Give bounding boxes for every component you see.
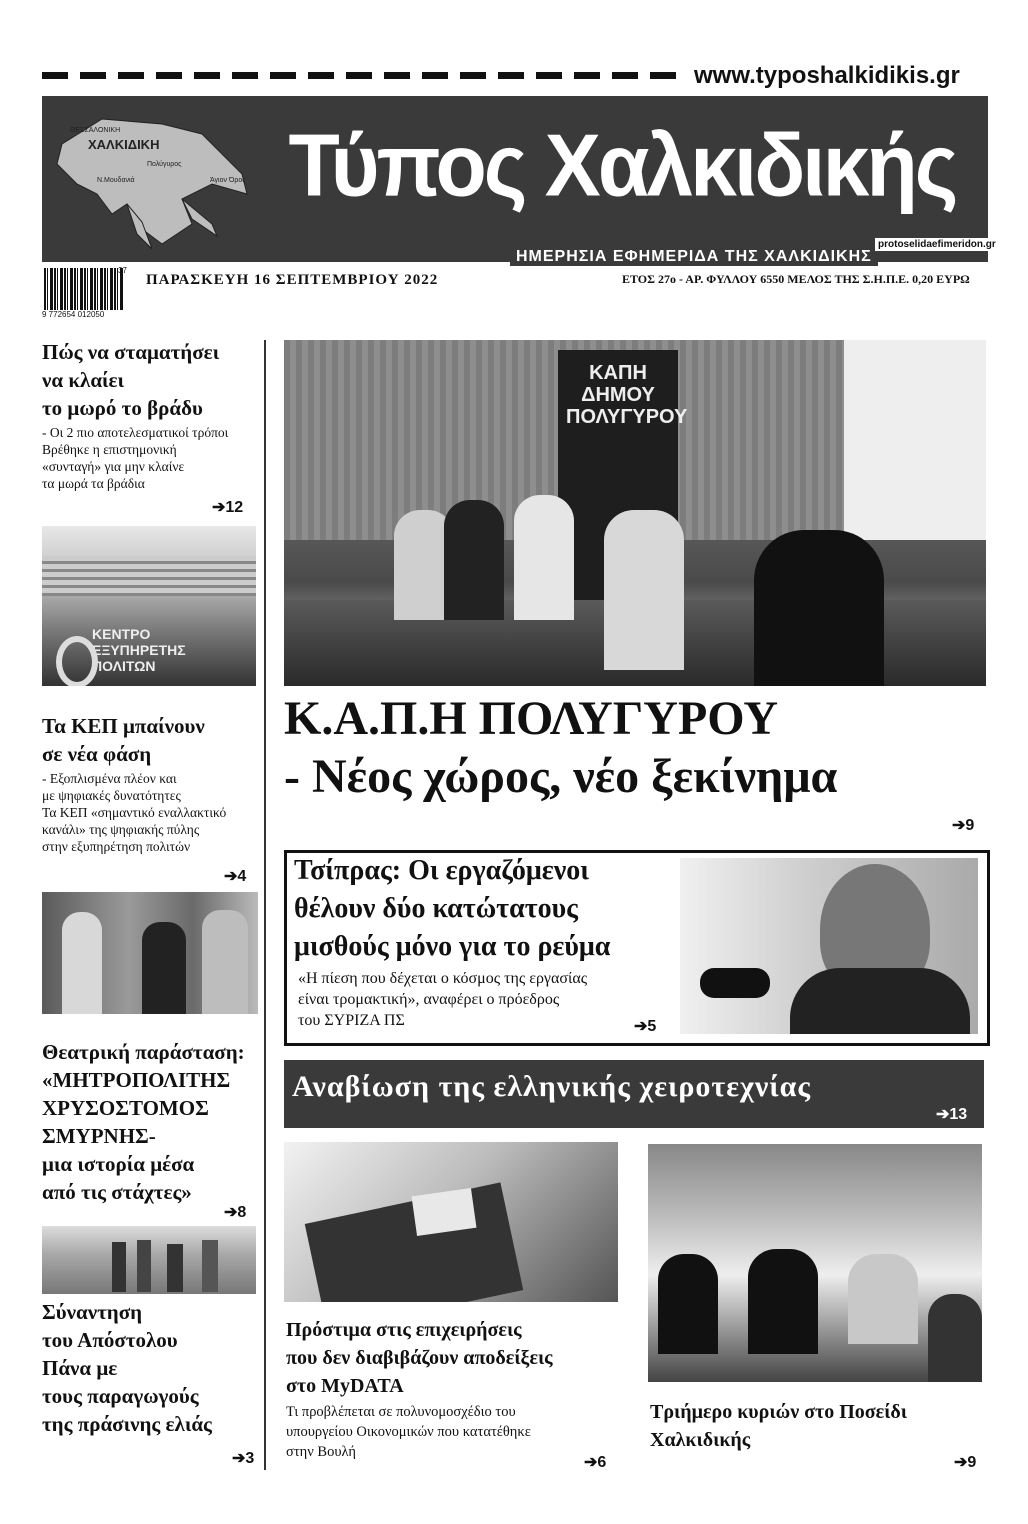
poseidi-photo	[648, 1144, 982, 1382]
article-mydata[interactable]	[286, 1316, 620, 1462]
page-ref-6[interactable]: ➔6	[584, 1454, 607, 1471]
handicraft-banner-text[interactable]: Αναβίωση της ελληνικής χειροτεχνίας	[292, 1070, 812, 1103]
source-label: protoselidaefimeridon.gr	[875, 238, 999, 251]
article-heading: Πώς να σταματήσει να κλαίει το μωρό το βράδυ	[42, 340, 220, 420]
map-label-polygyros: Πολύγυρος	[147, 161, 182, 168]
barcode-issue: 37	[118, 266, 127, 275]
article-heading: Σύναντηση του Απόστολου Πάνα με τους παραγωγούς της πράσινης ελιάς	[42, 1300, 212, 1436]
site-url[interactable]: www.typoshalkidikis.gr	[694, 62, 960, 89]
newspaper-subtitle: ΗΜΕΡΗΣΙΑ ΕΦΗΜΕΡΙΔΑ ΤΗΣ ΧΑΛΚΙΔΙΚΗΣ	[510, 248, 878, 266]
article-heading: Τα ΚΕΠ μπαίνουν σε νέα φάση	[42, 714, 205, 766]
page-ref-8[interactable]: ➔8	[224, 1204, 247, 1221]
article-heading: Πρόστιμα στις επιχειρήσεις που δεν διαβιβάζουν αποδείξεις στο MyDATA	[286, 1319, 553, 1397]
kep-sign-line: ΕΞΥΠΗΡΕΤΗΣ	[92, 642, 186, 658]
kapi-sign-line: ΔΗΜΟΥ	[581, 384, 655, 406]
page-ref-9-main[interactable]: ➔9	[952, 817, 975, 834]
kep-sign-line: ΚΕΝΤΡΟ	[92, 626, 151, 642]
article-body: - Εξοπλισμένα πλέον και με ψηφιακές δυνατότητες Τα ΚΕΠ «σημαντικό εναλλακτικό κανάλι» της ψηφιακής πύλης στην εξυπηρέτηση πολιτών	[42, 771, 227, 854]
article-poseidi[interactable]	[650, 1398, 980, 1454]
article-body: - Οι 2 πιο αποτελεσματικοί τρόποι Βρέθηκε η επιστημονική «συνταγή» για μην κλαίνε τα μωρά τα βράδια	[42, 425, 229, 491]
article-baby-sleep[interactable]	[42, 338, 258, 492]
chalkidiki-map-icon	[42, 104, 262, 254]
tsipras-photo	[680, 858, 978, 1034]
map-label-agion-oros: Άγιον Όρος	[210, 177, 246, 184]
article-heading: Τριήμερο κυριών στο Ποσείδι Χαλκιδικής	[650, 1401, 907, 1451]
barcode-number: 9 772654 012050	[42, 310, 105, 319]
page-ref-13[interactable]: ➔13	[936, 1106, 968, 1123]
map-label-chalkidiki: ΧΑΛΚΙΔΙΚΗ	[88, 137, 160, 152]
mydata-photo	[284, 1142, 618, 1302]
newspaper-title: Τύπος Χαλκιδικής	[288, 115, 956, 215]
kapi-sign-line: ΚΑΠΗ	[589, 362, 647, 384]
kep-photo	[42, 526, 256, 686]
tsipras-body: «Η πίεση που δέχεται ο κόσμος της εργασίας είναι τρομακτική», αναφέρει ο πρόεδρος του ΣΥΡΙΖΑ ΠΣ	[298, 970, 588, 1029]
article-heading: Θεατρική παράσταση: «ΜΗΤΡΟΠΟΛΙΤΗΣ ΧΡΥΣΟΣΤΟΜΟΣ ΣΜΥΡΝΗΣ- μια ιστορία μέσα από τις στάχτες»	[42, 1040, 245, 1204]
kapi-main-photo	[284, 340, 986, 686]
tsipras-heading[interactable]: Τσίπρας: Οι εργαζόμενοι θέλουν δύο κατώτατους μισθούς μόνο για το ρεύμα	[294, 855, 611, 962]
theatre-photo	[42, 892, 258, 1014]
page-ref-3[interactable]: ➔3	[232, 1450, 255, 1467]
article-theatre[interactable]	[42, 1038, 266, 1206]
kapi-sign-line: ΠΟΛΥΓΥΡΟΥ	[566, 406, 688, 428]
main-headline[interactable]: Κ.Α.Π.Η ΠΟΛΥΓΥΡΟΥ - Νέος χώρος, νέο ξεκίνημα	[284, 692, 838, 803]
article-kep[interactable]	[42, 712, 258, 855]
page-ref-12[interactable]: ➔12	[212, 499, 244, 516]
article-olive[interactable]	[42, 1298, 266, 1438]
map-label-thessaloniki: ΘΕΣΣΑΛΟΝΙΚΗ	[70, 127, 121, 134]
page-ref-4[interactable]: ➔4	[224, 868, 247, 885]
olive-meeting-photo	[42, 1226, 256, 1294]
page-ref-5[interactable]: ➔5	[634, 1018, 657, 1035]
issue-date: ΠΑΡΑΣΚΕΥΗ 16 ΣΕΠΤΕΜΒΡΙΟΥ 2022	[146, 272, 439, 288]
kep-sign-line: ΠΟΛΙΤΩΝ	[92, 658, 156, 674]
map-label-moudania: Ν.Μουδανιά	[97, 177, 135, 184]
barcode	[44, 268, 124, 310]
page-ref-9[interactable]: ➔9	[954, 1454, 977, 1471]
issue-meta: ΕΤΟΣ 27ο - ΑΡ. ΦΥΛΛΟΥ 6550 ΜΕΛΟΣ ΤΗΣ Σ.Η.Π.Ε. 0,20 ΕΥΡΩ	[622, 272, 970, 286]
article-body: Τι προβλέπεται σε πολυνομοσχέδιο του υπουργείου Οικονομικών που κατατέθηκε στην Βουλή	[286, 1404, 531, 1460]
